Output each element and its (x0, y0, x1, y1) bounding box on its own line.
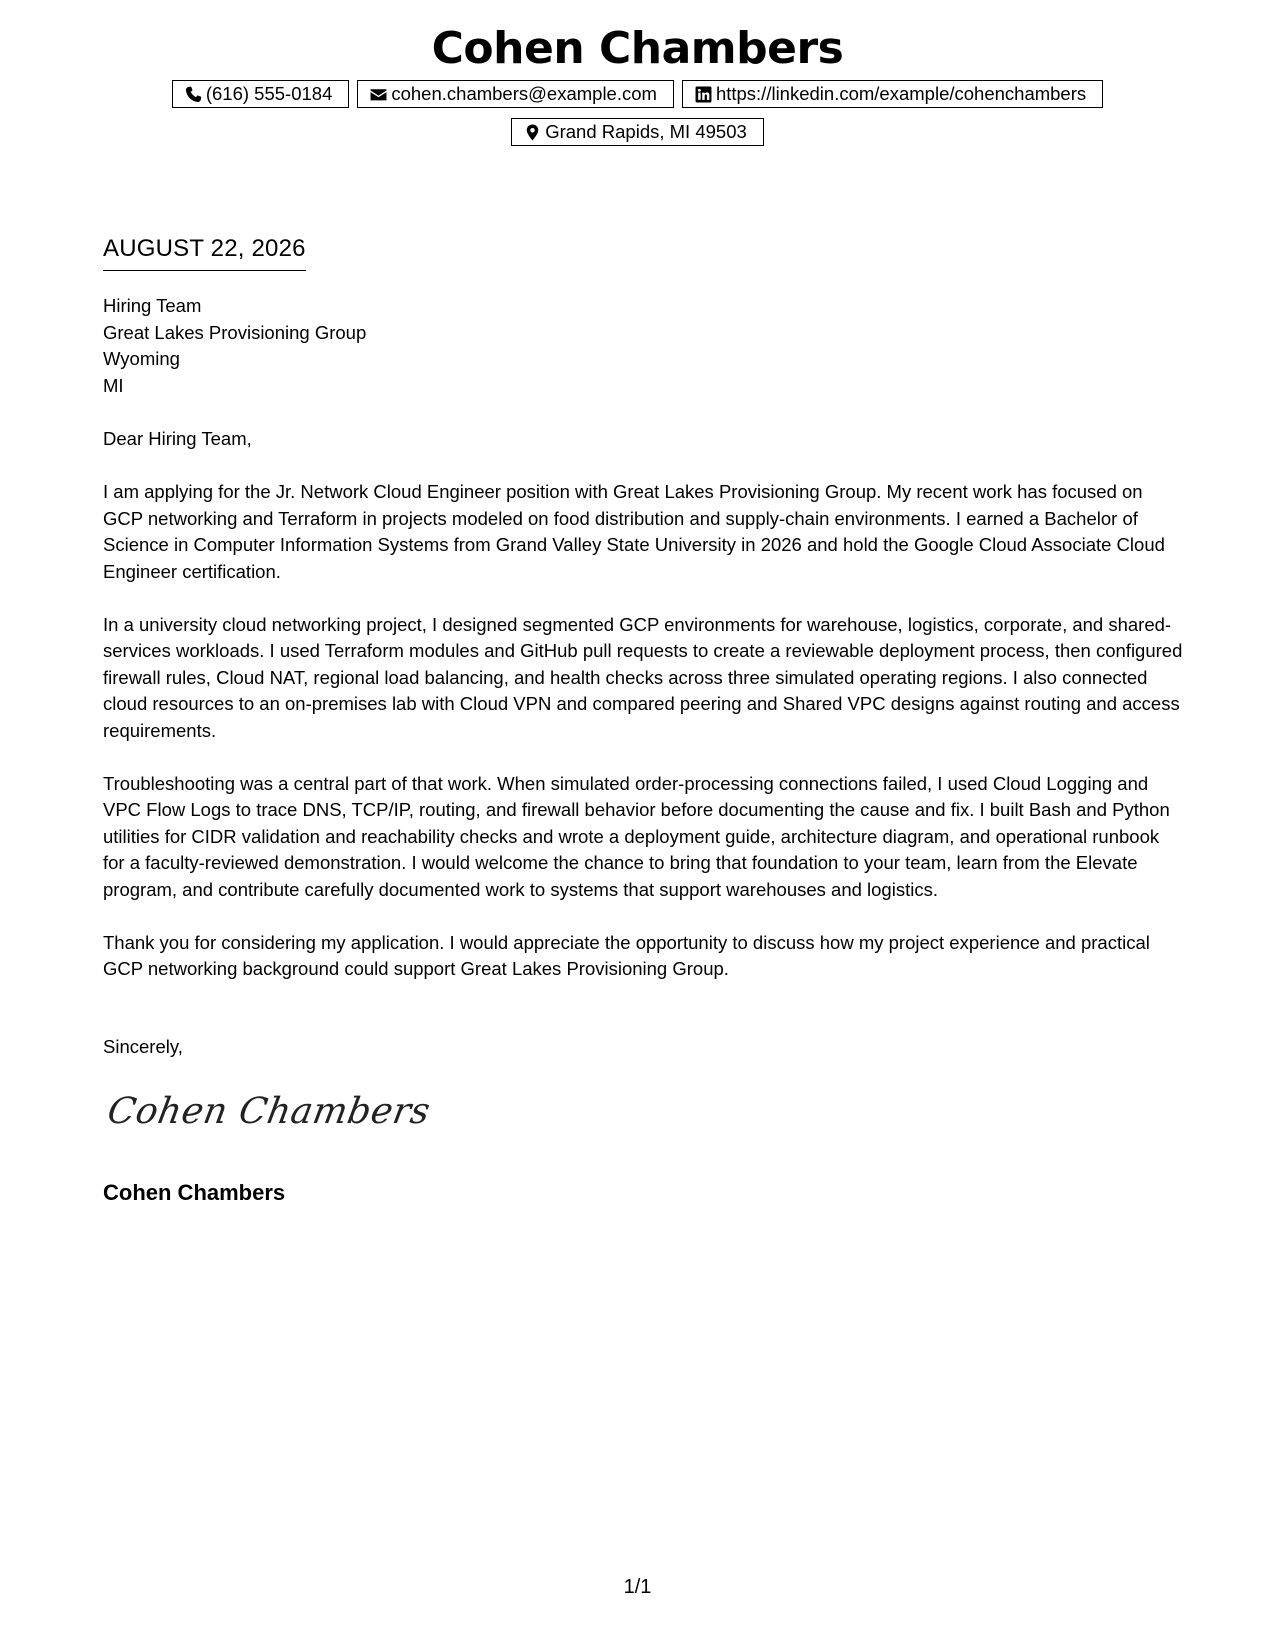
contact-phone (172, 80, 350, 108)
page-number: 1/1 (623, 1576, 652, 1598)
body-paragraph: In a university cloud networking project, I designed segmented GCP environments for warehouse, logistics, corporate, and shared-services workloads. I used Terraform modules and GitHub pull requests to create a reviewable deployment process, then configured firewall rules, Cloud NAT, regional load balancing, and health checks across three simulated operating regions. I also connected cloud resources to an on-premises lab with Cloud VPN and compared peering and Shared VPC designs against routing and access requirements. (103, 613, 1183, 741)
phone-text: (616) 555-0184 (205, 83, 333, 104)
recipient-line: MI (103, 374, 124, 396)
contact-linkedin (682, 80, 1103, 108)
contact-row (0, 80, 1275, 108)
applicant-name: Cohen Chambers (431, 23, 844, 74)
closing: Sincerely, (103, 1036, 183, 1057)
letter-body (103, 426, 1185, 1009)
recipient-block (103, 293, 366, 399)
handwritten-signature: Cohen Chambers (104, 1091, 434, 1132)
location-text: Grand Rapids, MI 49503 (545, 121, 747, 142)
linkedin-icon (695, 86, 712, 103)
body-paragraph: I am applying for the Jr. Network Cloud Engineer position with Great Lakes Provisioning Group. My recent work has focused on GCP networking and Terraform in projects modeled on food distribution and supply-chain environments. I earned a Bachelor of Science in Computer Information Systems from Grand Valley State University in 2026 and hold the Google Cloud Associate Cloud Engineer certification. (103, 481, 1165, 582)
letter-date: AUGUST 22, 2026 (103, 234, 306, 271)
recipient-line: Hiring Team (103, 295, 202, 316)
email-text: cohen.chambers@example.com (391, 83, 657, 104)
salutation: Dear Hiring Team, (103, 428, 252, 449)
envelope-icon (370, 86, 387, 103)
linkedin-text: https://linkedin.com/example/cohenchambers (715, 83, 1087, 104)
contact-row (0, 118, 1275, 146)
contact-location (511, 118, 764, 146)
recipient-line: Wyoming (103, 348, 180, 369)
signer-name: Cohen Chambers (103, 1180, 286, 1205)
phone-icon (185, 86, 202, 103)
body-paragraph: Troubleshooting was a central part of that work. When simulated order-processing connections failed, I used Cloud Logging and VPC Flow Logs to trace DNS, TCP/IP, routing, and firewall behavior before documenting the cause and fix. I built Bash and Python utilities for CIDR validation and reachability checks and wrote a deployment guide, architecture diagram, and operational runbook for a faculty-reviewed demonstration. I would welcome the chance to bring that foundation to your team, learn from the Elevate program, and contribute carefully documented work to systems that support warehouses and logistics. (103, 772, 1170, 900)
contact-email (357, 80, 674, 108)
map-marker-icon (524, 124, 541, 141)
body-paragraph: Thank you for considering my application. I would appreciate the opportunity to discuss how my project experience and practical GCP networking background could support Great Lakes Provisioning Group. (103, 931, 1150, 979)
recipient-line: Great Lakes Provisioning Group (103, 321, 367, 343)
